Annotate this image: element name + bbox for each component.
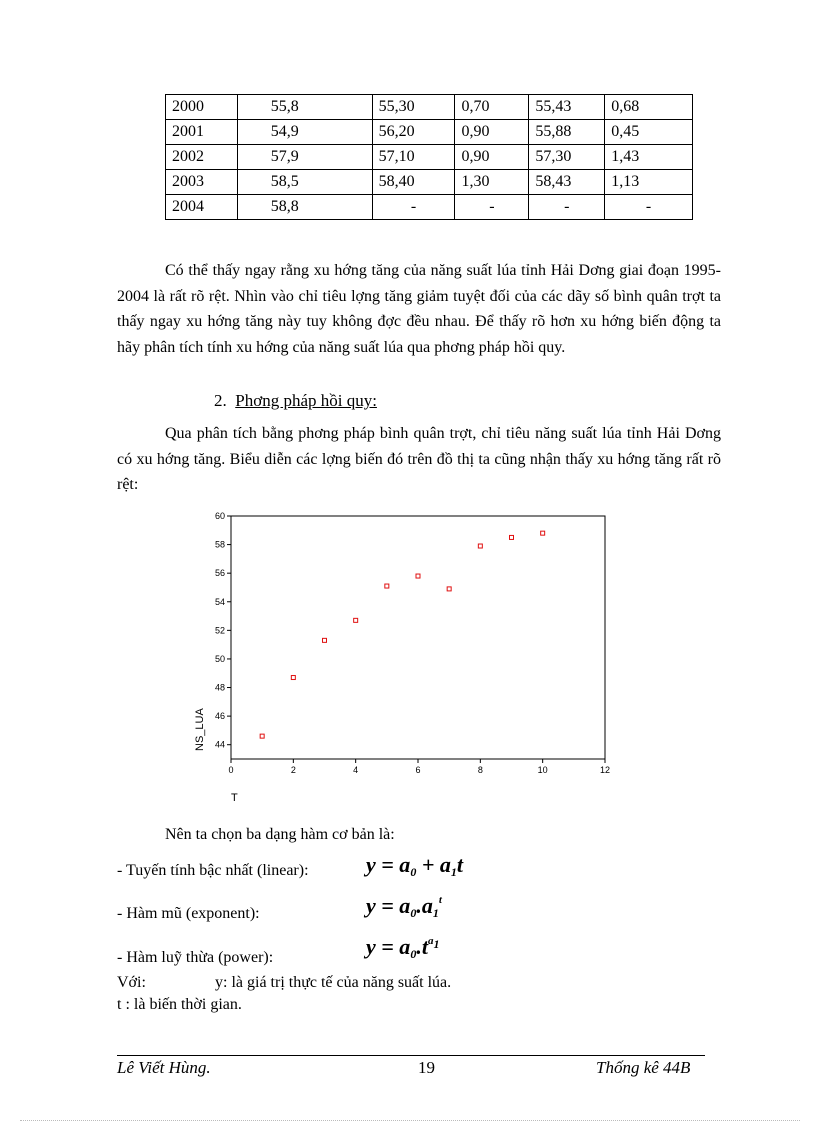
table-cell: 55,43 [529,95,605,120]
y-axis-ticks [215,511,231,750]
formula-linear: $y = a_0 + a_1t$ [366,852,463,879]
formula-power: $y = a_0.t^{a_1}$ [366,934,440,961]
form-linear-label: - Tuyến tính bậc nhất (linear): [117,862,309,879]
y-tick-label: 46 [214,711,225,722]
section-heading [214,391,377,411]
y-tick-label: 44 [214,739,225,750]
table-row [166,170,693,195]
x-tick-label: 12 [599,765,611,775]
plot-frame [231,516,605,759]
table-cell: 0,70 [455,95,529,120]
table-cell: - [455,195,529,220]
table-cell: 2000 [166,95,238,120]
y-definition: y: là giá trị thực tế của năng suất lúa. [215,974,452,991]
table-row [166,145,693,170]
table-cell: 57,30 [529,145,605,170]
table-cell: - [372,195,455,220]
page-edge-dots [20,1120,800,1121]
table-cell: 0,90 [455,120,529,145]
formula-exponent: $y = a_0.a_1^t$ [366,893,442,920]
footer-page-number: 19 [418,1058,435,1077]
table-cell: 2002 [166,145,238,170]
form-power-label: - Hàm luỹ thừa (power): [117,949,274,966]
paragraph-trend: Có thể thấy ngay rằng xu hớng tăng của năng suất lúa tỉnh Hải Dơng giai đoạn 1995-2004 là rất rõ rệt. Nhìn vào chỉ tiêu lợng tăng giảm tuyệt đối của các dãy số bình quân trợt ta thấy ngay xu hớng tăng này tuy không đợc đều nhau. Để thấy rõ hơn xu hớng biến động ta hãy phân tích tính xu hớng của năng suất lúa qua phơng pháp hồi quy. [117,262,721,356]
data-point [447,587,451,591]
table-cell: 58,43 [529,170,605,195]
table-cell: - [605,195,693,220]
table-cell: 1,13 [605,170,693,195]
y-tick-label: 60 [214,511,225,521]
where-lead: Với: [117,974,146,991]
section-number: 2. [214,391,227,410]
y-tick-label: 54 [214,596,225,607]
table-cell: - [529,195,605,220]
table-cell: 0,90 [455,145,529,170]
table-cell: 55,30 [372,95,455,120]
table-cell: 1,30 [455,170,529,195]
data-point [385,584,389,588]
x-tick-label: 0 [228,765,234,775]
footer-class: Thống kê 44B [596,1058,691,1077]
table-row [166,95,693,120]
x-tick-label: 4 [353,765,359,775]
table-cell: 57,10 [372,145,455,170]
table-cell: 1,43 [605,145,693,170]
footer-divider [117,1055,705,1056]
footer-author: Lê Viết Hùng. [117,1058,211,1077]
table-cell: 55,88 [529,120,605,145]
form-exponent-label: - Hàm mũ (exponent): [117,905,260,922]
y-tick-label: 58 [214,539,225,550]
y-tick-label: 48 [214,682,225,693]
x-tick-label: 6 [415,765,421,775]
y-tick-label: 52 [214,625,225,636]
table-cell: 55,8 [237,95,372,120]
table-cell: 57,9 [237,145,372,170]
table-row [166,120,693,145]
scatter-chart [185,506,625,806]
data-point [291,676,295,680]
data-point [260,734,264,738]
table-cell: 58,40 [372,170,455,195]
forms-intro: Nên ta chọn ba dạng hàm cơ bản là: [165,826,395,843]
t-definition: t : là biến thời gian. [117,996,242,1013]
table-cell: 56,20 [372,120,455,145]
table-cell: 0,68 [605,95,693,120]
table-cell: 2004 [166,195,238,220]
data-point [354,618,358,622]
y-tick-label: 56 [214,568,225,579]
data-point [323,638,327,642]
table-cell: 54,9 [237,120,372,145]
data-table [165,94,693,220]
y-tick-label: 50 [214,653,225,664]
table-cell: 58,8 [237,195,372,220]
table-cell: 2003 [166,170,238,195]
data-points [260,531,544,738]
x-tick-label: 8 [477,765,483,775]
data-point [510,535,514,539]
section-title: Phơng pháp hồi quy: [235,391,377,410]
table-row [166,195,693,220]
table-cell: 2001 [166,120,238,145]
table-cell: 0,45 [605,120,693,145]
x-tick-label: 2 [290,765,296,775]
table-cell: 58,5 [237,170,372,195]
y-axis-label: NS_LUA [194,708,206,751]
x-axis-label: T [231,792,238,804]
x-axis-ticks [228,759,610,775]
data-point [416,574,420,578]
data-point [541,531,545,535]
data-point [478,544,482,548]
paragraph-regression: Qua phân tích bằng phơng pháp bình quân trợt, chỉ tiêu năng suất lúa tỉnh Hải Dơng có xu hớng tăng. Biểu diễn các lợng biến đó trên đồ thị ta cũng nhận thấy xu hớng tăng rất rõ rệt: [117,425,721,493]
x-tick-label: 10 [537,765,548,775]
